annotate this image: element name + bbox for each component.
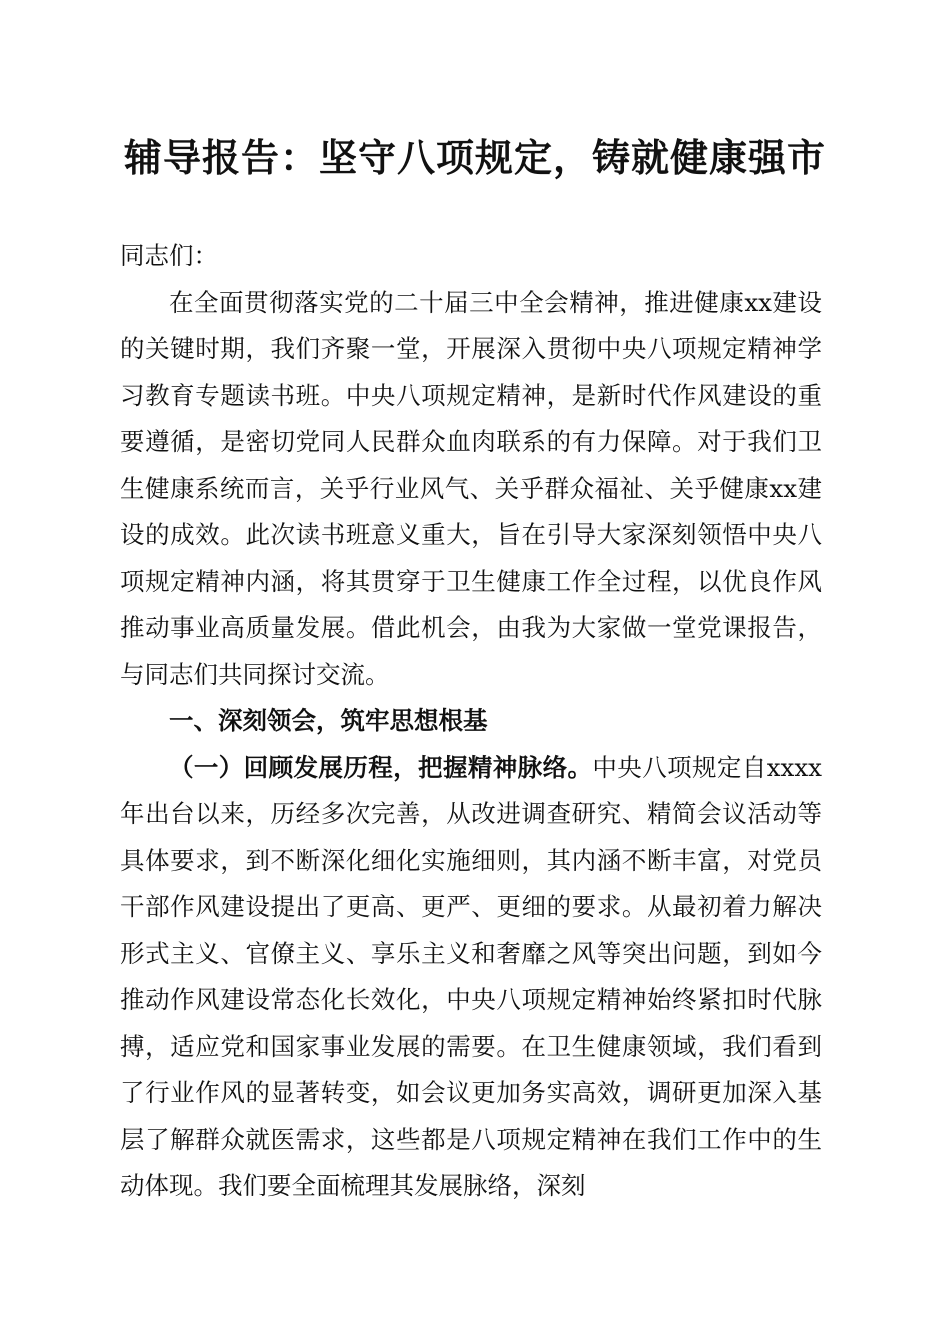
subsection-paragraph bbox=[120, 745, 822, 1210]
subsection-lead: （一）回顾发展历程，把握精神脉络。 bbox=[169, 752, 593, 782]
intro-paragraph: 在全面贯彻落实党的二十届三中全会精神，推进健康xx建设的关键时期，我们齐聚一堂，开展深入贯彻中央八项规定精神学习教育专题读书班。中央八项规定精神，是新时代作风建设的重要遵循，是密切党同人民群众血肉联系的有力保障。对于我们卫生健康系统而言，关乎行业风气、关乎群众福祉、关乎健康xx建设的成效。此次读书班意义重大，旨在引导大家深刻领悟中央八项规定精神内涵，将其贯穿于卫生健康工作全过程，以优良作风推动事业高质量发展。借此机会，由我为大家做一堂党课报告，与同志们共同探讨交流。 bbox=[120, 287, 822, 689]
greeting: 同志们： bbox=[120, 241, 218, 270]
document-title: 辅导报告：坚守八项规定，铸就健康强市 bbox=[123, 135, 826, 180]
document-body bbox=[120, 233, 822, 1210]
section-heading: 一、深刻领会，筑牢思想根基 bbox=[169, 706, 488, 735]
subsection-text: 中央八项规定自xxxx年出台以来，历经多次完善，从改进调查研究、精简会议活动等具体要求，到不断深化细化实施细则，其内涵不断丰富，对党员干部作风建设提出了更高、更严、更细的要求。从最初着力解决形式主义、官僚主义、享乐主义和奢靡之风等突出问题，到如今推动作风建设常态化长效化，中央八项规定精神始终紧扣时代脉搏，适应党和国家事业发展的需要。在卫生健康领域，我们看到了行业作风的显著转变，如会议更加务实高效，调研更加深入基层了解群众就医需求，这些都是八项规定精神在我们工作中的生动体现。我们要全面梳理其发展脉络，深刻 bbox=[120, 752, 822, 1200]
